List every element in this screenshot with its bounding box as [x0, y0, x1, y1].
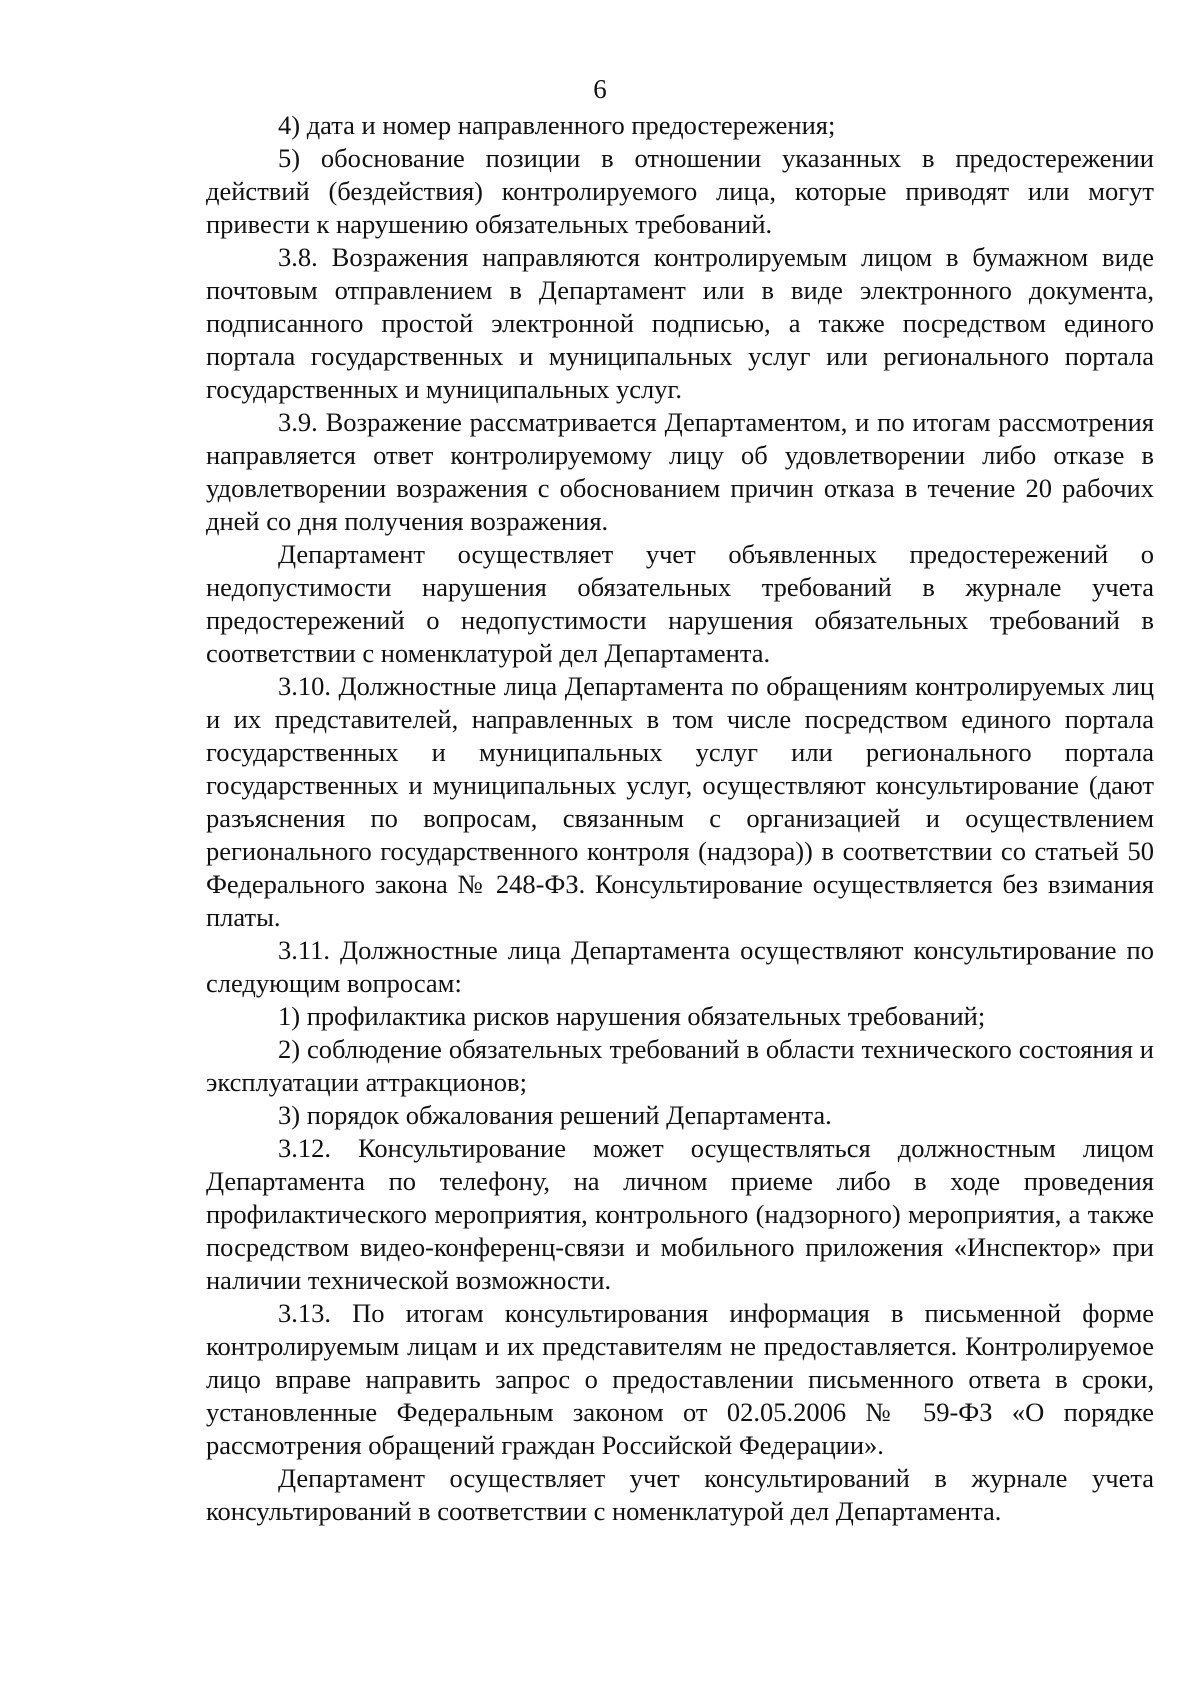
- paragraph-3-11: 3.11. Должностные лица Департамента осуществляют консультирование по следующим вопросам:: [206, 935, 1154, 998]
- paragraph-item-5: 5) обоснование позиции в отношении указанных в предостережении действий (бездействия) контролируемого лица, которые приводят или могут привести к нарушению обязательных требований.: [206, 143, 1154, 239]
- paragraph-item-4: 4) дата и номер направленного предостережения;: [278, 110, 836, 140]
- list-item-2: 2) соблюдение обязательных требований в области технического состояния и эксплуатации аттракционов;: [206, 1034, 1154, 1097]
- paragraph-3-10: 3.10. Должностные лица Департамента по обращениям контролируемых лиц и их представителей, направленных в том числе посредством единого портала государственных и муниципальных услуг или регионального портала государственных и муниципальных услуг, осуществляют консультирование (дают разъяснения по вопросам, связанным с организацией и осуществлением регионального государственного контроля (надзора)) в соответствии со статьей 50 Федерального закона № 248-ФЗ. Консультирование осуществляется без взимания платы.: [206, 671, 1154, 932]
- paragraph-consultations-journal: Департамент осуществляет учет консультирований в журнале учета консультирований в соответствии с номенклатурой дел Департамента.: [206, 1463, 1154, 1526]
- paragraph-3-8: 3.8. Возражения направляются контролируемым лицом в бумажном виде почтовым отправлением в Департамент или в виде электронного документа, подписанного простой электронной подписью, а также посредством единого портала государственных и муниципальных услуг или регионального портала государственных и муниципальных услуг.: [206, 242, 1154, 404]
- list-item-1: 1) профилактика рисков нарушения обязательных требований;: [278, 1001, 986, 1031]
- page-number: 6: [593, 74, 607, 104]
- list-item-3: 3) порядок обжалования решений Департамента.: [278, 1100, 832, 1130]
- document-body: [206, 109, 1154, 1528]
- paragraph-3-9: 3.9. Возражение рассматривается Департаментом, и по итогам рассмотрения направляется ответ контролируемому лицу об удовлетворении либо отказе в удовлетворении возражения с обоснованием причин отказа в течение 20 рабочих дней со дня получения возражения.: [206, 407, 1154, 536]
- paragraph-warnings-journal: Департамент осуществляет учет объявленных предостережений о недопустимости нарушения обязательных требований в журнале учета предостережений о недопустимости нарушения обязательных требований в соответствии с номенклатурой дел Департамента.: [206, 539, 1154, 668]
- paragraph-3-13: 3.13. По итогам консультирования информация в письменной форме контролируемым лицам и их представителям не предоставляется. Контролируемое лицо вправе направить запрос о предоставлении письменного ответа в сроки, установленные Федеральным законом от 02.05.2006 № 59-ФЗ «О порядке рассмотрения обращений граждан Российской Федерации».: [206, 1298, 1154, 1460]
- paragraph-3-12: 3.12. Консультирование может осуществляться должностным лицом Департамента по телефону, на личном приеме либо в ходе проведения профилактического мероприятия, контрольного (надзорного) мероприятия, а также посредством видео-конференц-связи и мобильного приложения «Инспектор» при наличии технической возможности.: [206, 1133, 1154, 1295]
